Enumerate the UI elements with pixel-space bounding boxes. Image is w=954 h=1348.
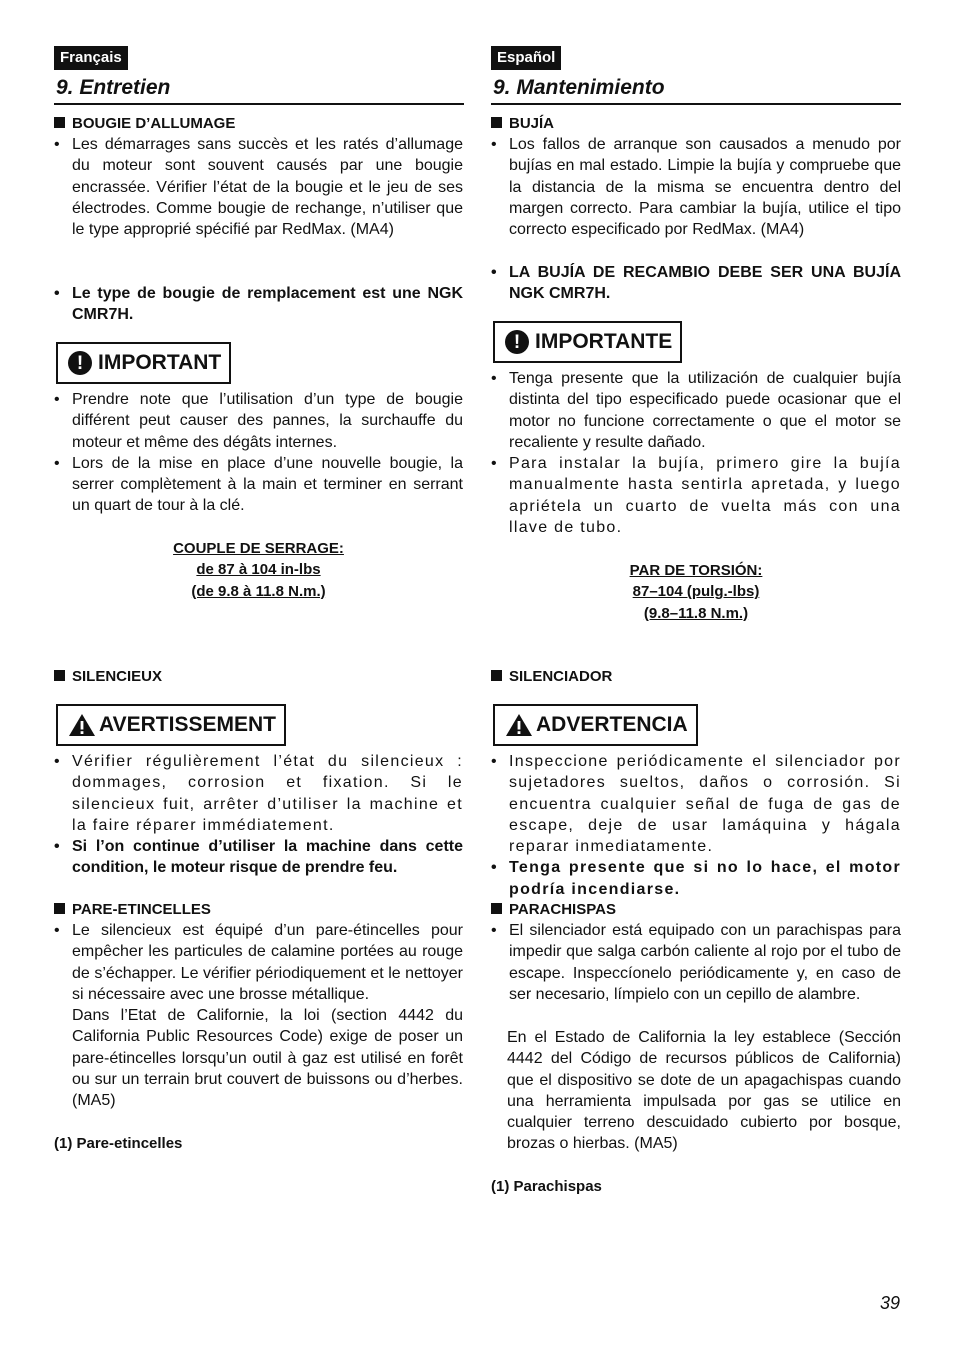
torque-spec-fr: COUPLE DE SERRAGE: de 87 à 104 in-lbs (de 9.8 à 11.8 N.m.) xyxy=(173,540,344,600)
list-item: • Para instalar la bujía, primero gire la bujía manualmente hasta sentirla apretada, y luego apriétela un cuarto de vuelta más con una llave de tubo. xyxy=(491,455,901,537)
square-bullet-icon xyxy=(54,903,65,914)
exclamation-icon: ! xyxy=(68,351,92,375)
warning-triangle-icon xyxy=(68,713,96,737)
arrestor-law-es: En el Estado de California la ley establece (Sección 4442 del Código de recursos públicos de California) que el dispositivo se dote de un apagachispas cuando una herramienta impulsada por gas se utilice en cualquier terreno descuidado cubierto por bosque, brozas o hierbas. (MA5) xyxy=(507,1029,901,1153)
figure-label-fr: (1) Pare-etincelles xyxy=(54,1135,183,1152)
spark-type-list-fr xyxy=(54,283,463,326)
subheading-arrestor-fr: PARE-ETINCELLES xyxy=(54,899,211,920)
page-number: 39 xyxy=(880,1293,901,1313)
column-spanish xyxy=(491,0,901,1348)
square-bullet-icon xyxy=(54,117,65,128)
list-item: • Le type de bougie de remplacement est une NGK CMR7H. xyxy=(54,285,463,324)
spark-list-fr xyxy=(54,134,463,240)
language-tag-fr: Français xyxy=(54,46,128,70)
section-title-fr: 9. Entretien xyxy=(56,76,171,99)
language-tag-es: Español xyxy=(491,46,561,70)
square-bullet-icon xyxy=(491,670,502,681)
important-list-es xyxy=(491,368,901,538)
subheading-spark-es: BUJÍA xyxy=(491,113,554,134)
list-item: • Prendre note que l’utilisation d’un type de bougie différent peut causer des pannes, la surchauffe du moteur et même des dégâts internes. xyxy=(54,391,463,451)
list-item: • Vérifier régulièrement l’état du silencieux : dommages, corrosion et fixation. Si le silencieux fuit, arrêter d’utiliser la machine et la faire réparer immédiatement. xyxy=(54,753,463,834)
list-item: • Tenga presente que la utilización de cualquier bujía distinta del tipo especificado puede ocasionar que el motor no funcione correctamente o que el motor se recaliente y resulte dañado. xyxy=(491,370,901,451)
subheading-muffler-es: SILENCIADOR xyxy=(491,666,612,687)
arrestor-list-es xyxy=(491,920,901,1005)
arrestor-list-fr xyxy=(54,920,463,1005)
list-item: • Si l’on continue d’utiliser la machine dans cette condition, le moteur risque de prendre feu. xyxy=(54,838,463,877)
arrestor-law-fr: Dans l’Etat de Californie, la loi (section 4442 du California Public Resources Code) exige de poser un pare-étincelles lorsqu’un outil à gaz est utilisé en forêt ou sur un terrain brut couvert de buissons ou d’herbes. (MA5) xyxy=(72,1007,463,1110)
list-item: • Les démarrages sans succès et les ratés d’allumage du moteur sont souvent causés par une bougie encrassée. Vérifier l’état de la bougie et le jeu de ses électrodes. Comme bougie de rechange, n’utiliser que le type approprié spécifié par RedMax. (MA4) xyxy=(54,136,463,239)
list-item: • Lors de la mise en place d’une nouvelle bougie, la serrer complètement à la main et terminer en serrant un quart de tour à la clé. xyxy=(54,454,463,515)
figure-label-es: (1) Parachispas xyxy=(491,1178,602,1195)
list-item: • Los fallos de arranque son causados a menudo por bujías en mal estado. Limpie la bujía y compruebe que la distancia de la misma se encuentra dentro del margen correcto. Para cambiar la bujía, utilice el tipo correcto especificado por RedMax. (MA4) xyxy=(491,136,901,239)
spark-type-list-es xyxy=(491,262,901,305)
torque-spec-es: PAR DE TORSIÓN: 87–104 (pulg.-lbs) (9.8–11.8 N.m.) xyxy=(629,562,763,622)
warning-box-fr: AVERTISSEMENT xyxy=(56,704,286,746)
column-french xyxy=(54,0,463,1348)
important-box-fr: ! IMPORTANT xyxy=(56,342,231,384)
exclamation-icon: ! xyxy=(505,330,529,354)
list-item: • Tenga presente que si no lo hace, el motor podría incendiarse. xyxy=(491,859,901,898)
warning-box-es: ADVERTENCIA xyxy=(493,704,698,746)
list-item: • El silenciador está equipado con un parachispas para impedir que salga carbón caliente al rojo por el tubo de escape. Inspeccíonelo periódicamente y, en caso de ser necesario, límpielo con un cepillo de alambre. xyxy=(491,922,901,1003)
warning-triangle-icon xyxy=(505,713,533,737)
important-list-fr xyxy=(54,389,463,517)
square-bullet-icon xyxy=(491,117,502,128)
list-item: • LA BUJÍA DE RECAMBIO DEBE SER UNA BUJÍA NGK CMR7H. xyxy=(491,264,901,303)
section-title-es: 9. Mantenimiento xyxy=(493,76,665,99)
list-item: • Inspeccione periódicamente el silenciador por sujetadores sueltos, daños o corrosión. Si encuentra cualquier señal de fuga de gas de escape, deje de usar lamáquina y hágala reparar inmediatamente. xyxy=(491,753,901,856)
list-item: • Le silencieux est équipé d’un pare-étincelles pour empêcher les particules de calamine portées au rouge de s’échapper. Le vérifier périodiquement et le nettoyer si nécessaire avec une brosse métallique. xyxy=(54,922,463,1003)
muffler-list-fr xyxy=(54,751,463,879)
spark-list-es xyxy=(491,134,901,240)
subheading-arrestor-es: PARACHISPAS xyxy=(491,899,616,920)
square-bullet-icon xyxy=(54,670,65,681)
muffler-list-es xyxy=(491,751,901,900)
important-box-es: ! IMPORTANTE xyxy=(493,321,682,363)
square-bullet-icon xyxy=(491,903,502,914)
subheading-spark-fr: BOUGIE D’ALLUMAGE xyxy=(54,113,235,134)
subheading-muffler-fr: SILENCIEUX xyxy=(54,666,162,687)
